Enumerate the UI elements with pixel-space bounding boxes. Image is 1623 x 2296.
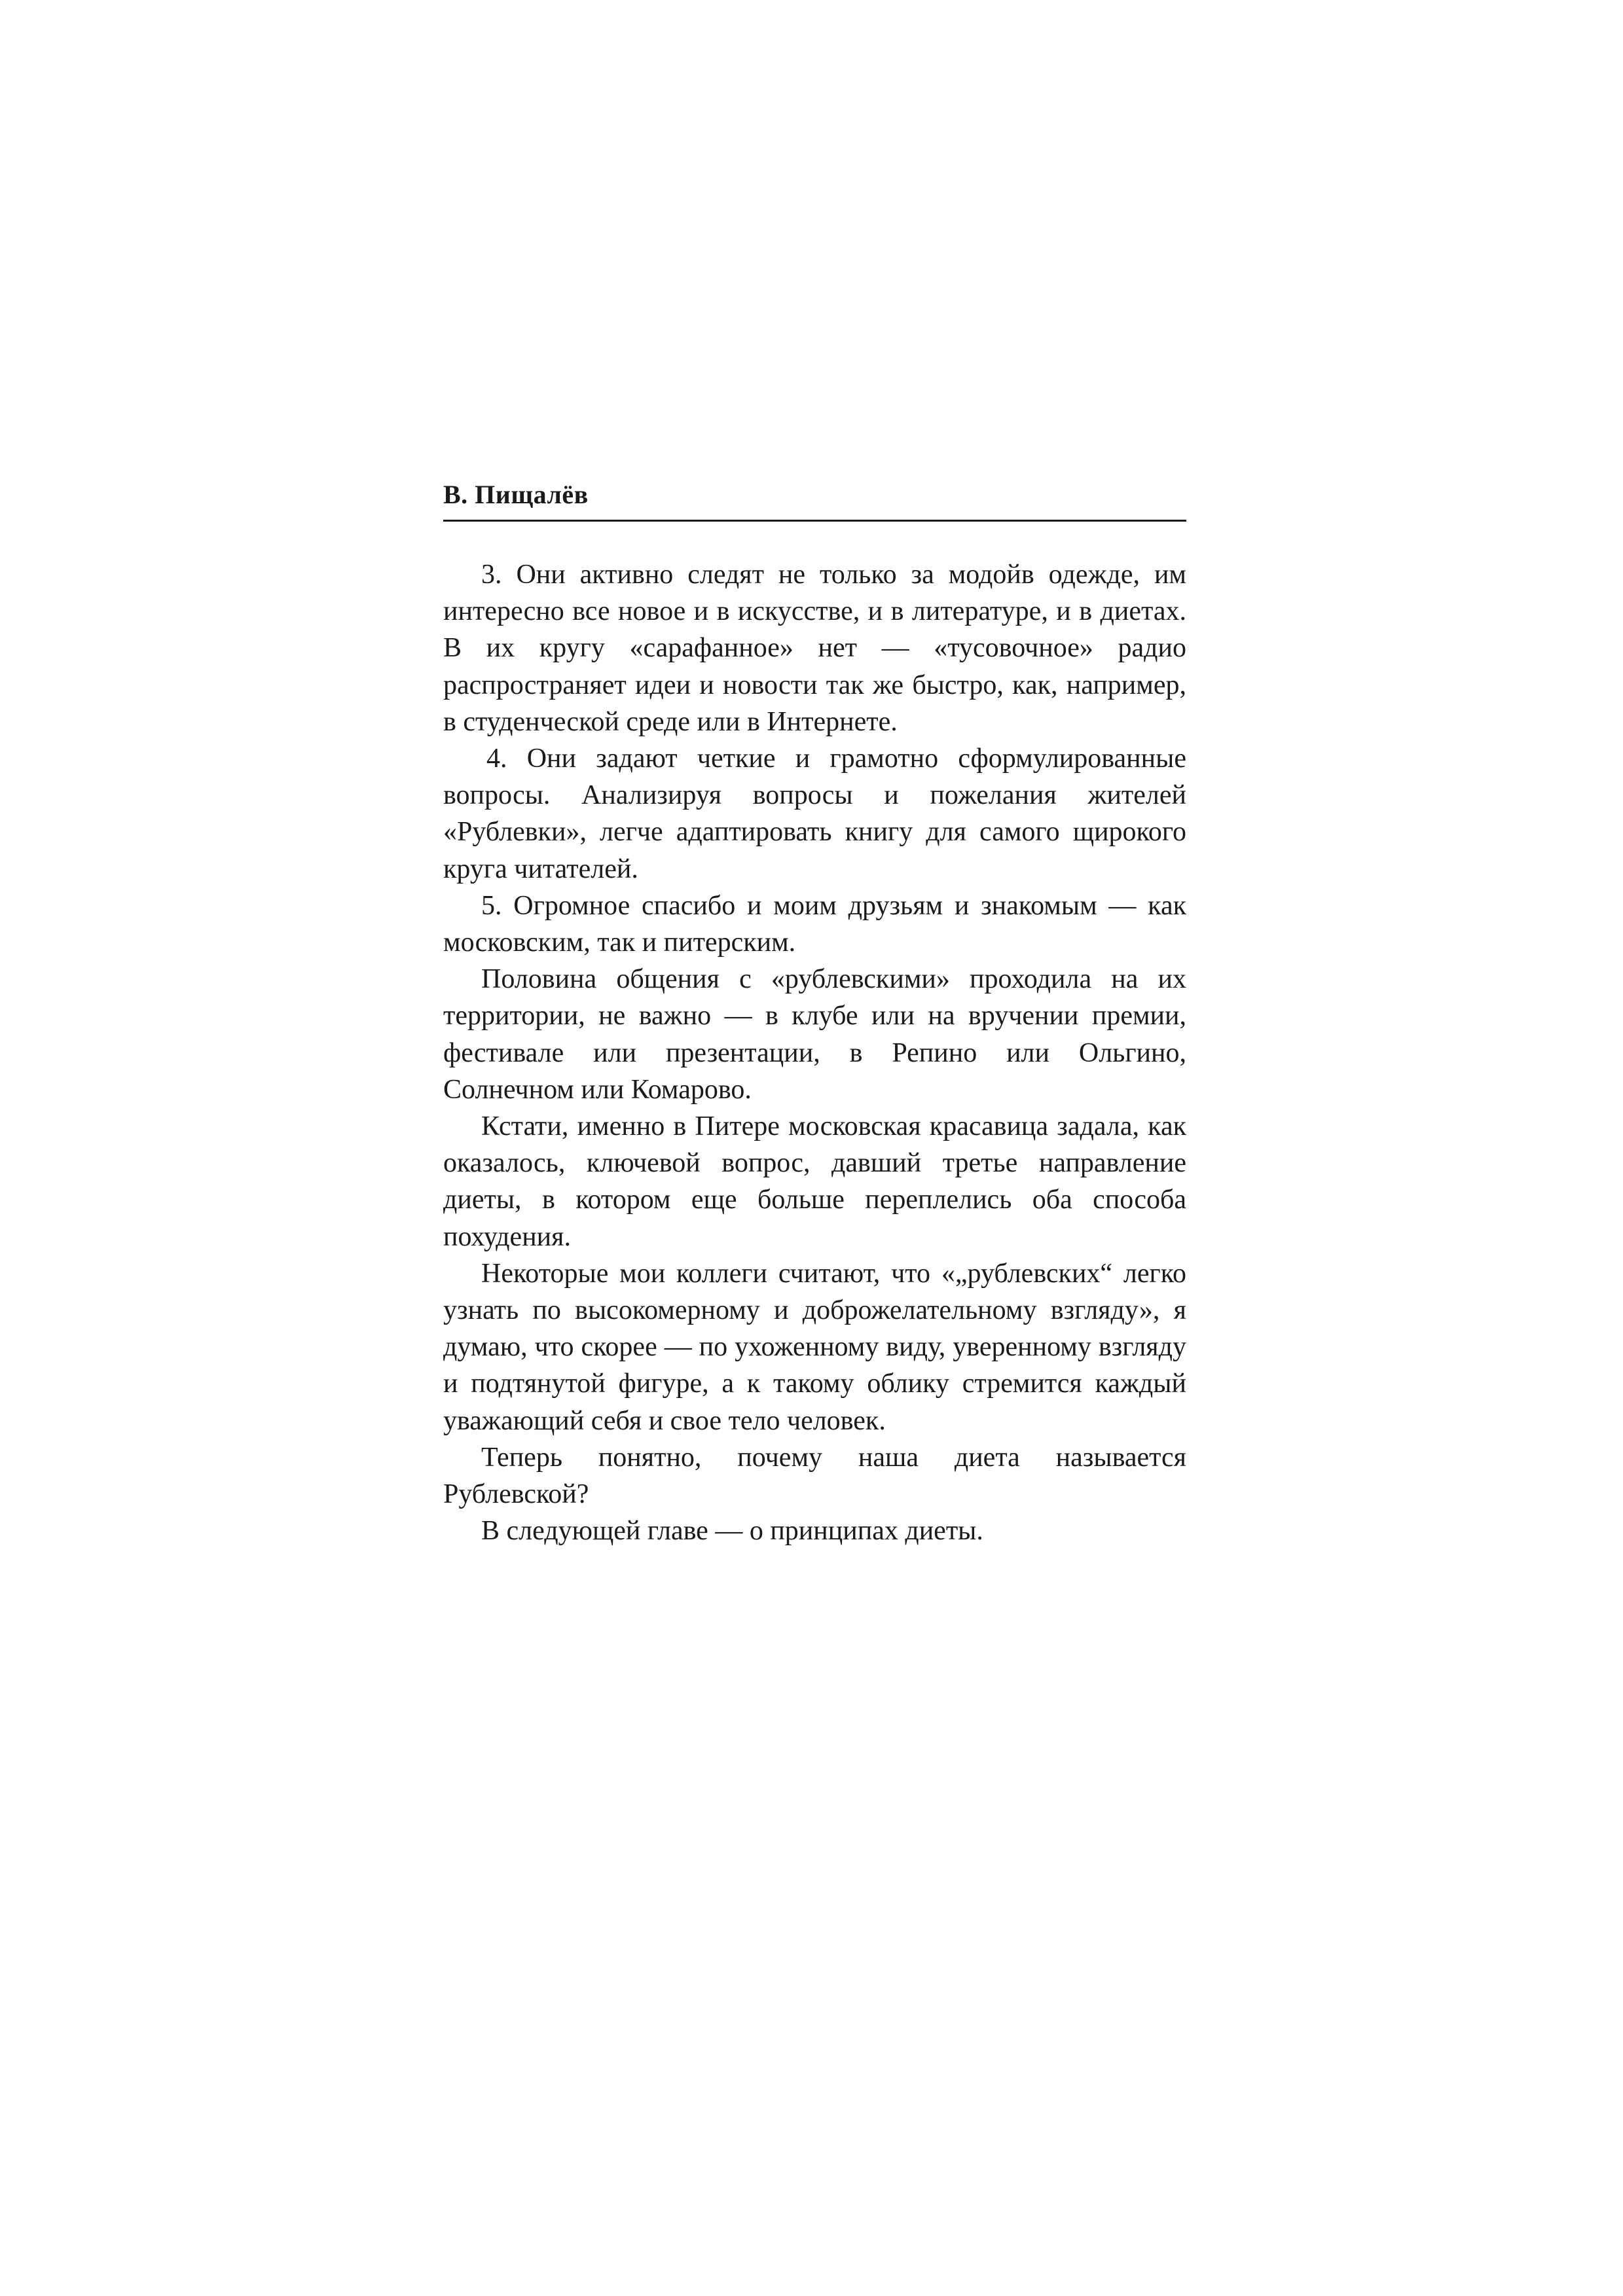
paragraph-item-3: 3. Они активно следят не только за модойв одежде, им интересно все новое и в искусстве, и в литературе, и в диетах. В их кругу «сарафанное» нет — «тусовочное» радио распространяет идеи и новости так же быстро, как, например, в студенческой среде или в Интернете. xyxy=(443,560,1186,737)
body-text xyxy=(443,556,1186,1549)
running-header xyxy=(443,479,1186,522)
paragraph: В следующей главе — о принципах диеты. xyxy=(481,1516,983,1547)
paragraph-item-5: 5. Огромное спасибо и моим друзьям и знакомым — как московским, так и питерским. xyxy=(443,890,1186,958)
author-name: В. Пищалёв xyxy=(443,480,589,509)
paragraph-item-4: 4. Они задают четкие и грамотно сформулированные вопросы. Анализируя вопросы и пожелания жителей «Рублевки», легче адаптировать книгу для самого щирокого круга читателей. xyxy=(443,744,1186,884)
paragraph: Кстати, именно в Питере московская красавица задала, как оказалось, ключевой вопрос, давший третье направление диеты, в котором еще больше переплелись оба способа похудения. xyxy=(443,1111,1186,1252)
paragraph: Половина общения с «рублевскими» проходила на их территории, не важно — в клубе или на вручении премии, фестивале или презентации, в Репино или Ольгино, Солнечном или Комарово. xyxy=(443,964,1186,1105)
paragraph: Теперь понятно, почему наша диета называется Рублевской? xyxy=(443,1442,1186,1510)
paragraph: Некоторые мои коллеги считают, что «„рублевских“ легко узнать по высокомерному и доброжелательному взгляду», я думаю, что скорее — по ухоженному виду, уверенному взгляду и подтянутой фигуре, а к такому облику стремится каждый уважающий себя и свое тело человек. xyxy=(443,1258,1186,1436)
